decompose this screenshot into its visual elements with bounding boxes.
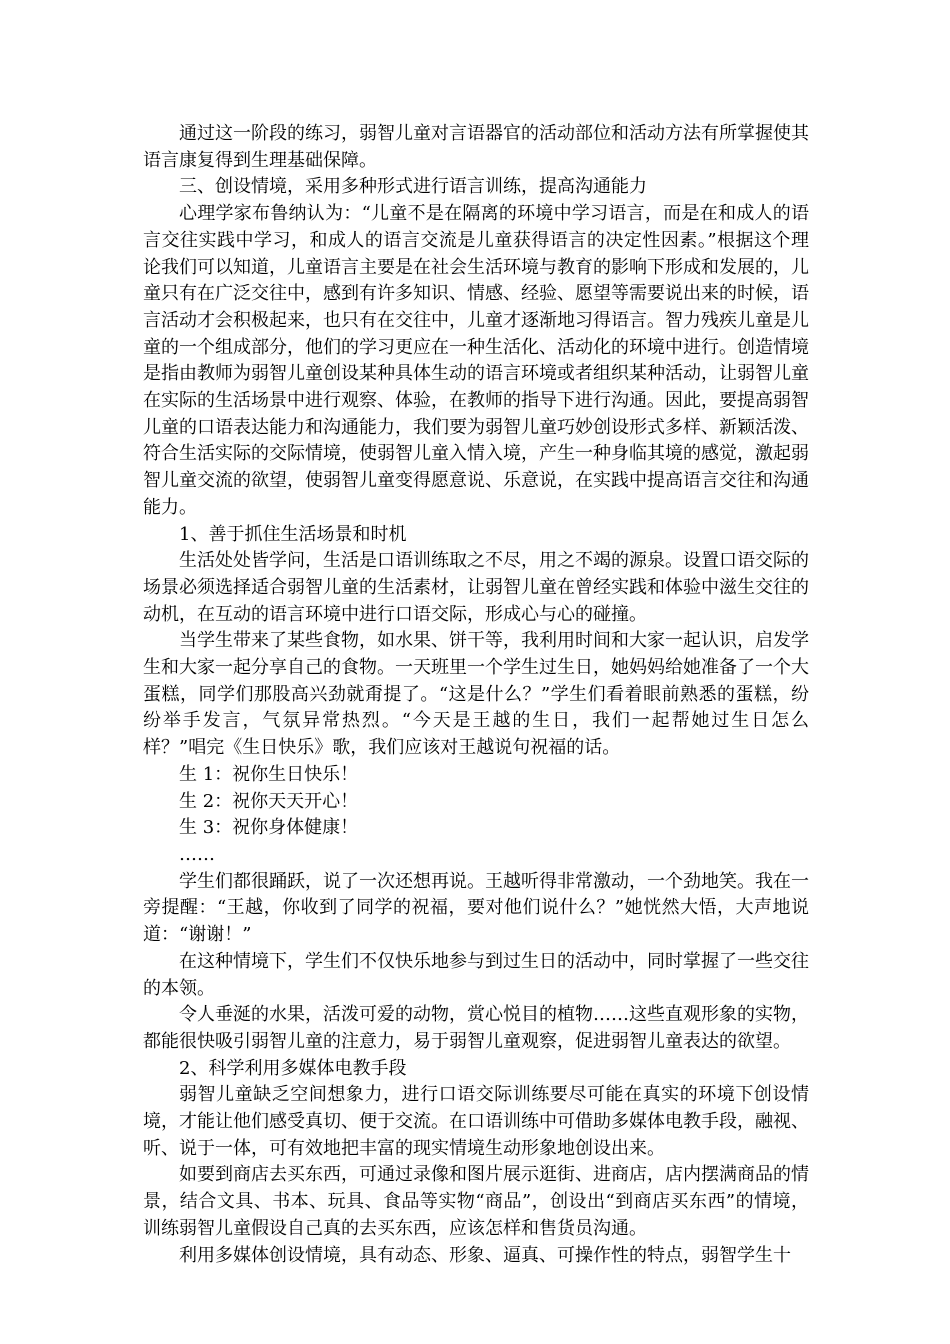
subheading-1: 1、善于抓住生活场景和时机 xyxy=(179,523,407,545)
paragraph-shopping-example: 如要到商店去买东西，可通过录像和图片展示逛街、进商店，店内摆满商品的情景，结合文具、书本、玩具、食品等实物“商品”，创设出“到商店买东西”的情境，训练弱智儿童假设自己真的去买东西，应该怎样和售货员沟通。 xyxy=(143,1164,809,1239)
paragraph-intro: 通过这一阶段的练习，弱智儿童对言语器官的活动部位和活动方法有所掌握使其语言康复得到生理基础保障。 xyxy=(143,123,809,171)
paragraph-student-response: 学生们都很踊跃，说了一次还想再说。王越听得非常激动，一个劲地笑。我在一旁提醒：“王越，你收到了同学的祝福，要对他们说什么？”她恍然大悟，大声地说道：“谢谢！” xyxy=(143,870,809,946)
dialogue-ellipsis: …… xyxy=(179,843,215,865)
dialogue-line-1: 生 1：祝你生日快乐！ xyxy=(179,763,359,785)
dialogue-line-3: 生 3：祝你身体健康！ xyxy=(179,817,359,839)
paragraph-situation-summary: 在这种情境下，学生们不仅快乐地参与到过生日的活动中，同时掌握了一些交往的本领。 xyxy=(143,950,809,999)
section-heading-3: 三、创设情境，采用多种形式进行语言训练，提高沟通能力 xyxy=(179,176,647,198)
paragraph-multimedia: 弱智儿童缺乏空间想象力，进行口语交际训练要尽可能在真实的环境下创设情境，才能让他们感受真切、便于交流。在口语训练中可借助多媒体电教手段，融视、听、说于一体，可有效地把丰富的现实情境生动形象地创设出来。 xyxy=(143,1084,809,1159)
paragraph-birthday-story: 当学生带来了某些食物，如水果、饼干等，我利用时间和大家一起认识，启发学生和大家一起分享自己的食物。一天班里一个学生过生日，她妈妈给她准备了一个大蛋糕，同学们那股高兴劲就甭提了。“这是什么？”学生们看着眼前熟悉的蛋糕，纷纷举手发言，气氛异常热烈。“今天是王越的生日，我们一起帮她过生日怎么样？”唱完《生日快乐》歌，我们应该对王越说句祝福的话。 xyxy=(143,630,809,759)
dialogue-line-2: 生 2：祝你天天开心！ xyxy=(179,790,359,812)
document-page xyxy=(143,121,809,1269)
paragraph-objects: 令人垂涎的水果，活泼可爱的动物，赏心悦目的植物……这些直观形象的实物，都能很快吸引弱智儿童的注意力，易于弱智儿童观察，促进弱智儿童表达的欲望。 xyxy=(143,1004,809,1052)
paragraph-multimedia-features: 利用多媒体创设情境，具有动态、形象、逼真、可操作性的特点，弱智学生十 xyxy=(179,1244,791,1266)
subheading-2: 2、科学利用多媒体电教手段 xyxy=(179,1057,407,1079)
paragraph-life-scenes: 生活处处皆学问，生活是口语训练取之不尽，用之不竭的源泉。设置口语交际的场景必须选择适合弱智儿童的生活素材，让弱智儿童在曾经实践和体验中滋生交往的动机，在互动的语言环境中进行口语交际，形成心与心的碰撞。 xyxy=(143,550,809,625)
paragraph-bruner-theory: 心理学家布鲁纳认为：“儿童不是在隔离的环境中学习语言，而是在和成人的语言交往实践中学习，和成人的语言交流是儿童获得语言的决定性因素。”根据这个理论我们可以知道，儿童语言主要是在社会生活环境与教育的影响下形成和发展的，儿童只有在广泛交往中，感到有许多知识、情感、经验、愿望等需要说出来的时候，语言活动才会积极起来，也只有在交往中，儿童才逐渐地习得语言。智力残疾儿童是儿童的一个组成部分，他们的学习更应在一种生活化、活动化的环境中进行。创造情境是指由教师为弱智儿童创设某种具体生动的语言环境或者组织某种活动，让弱智儿童在实际的生活场景中进行观察、体验，在教师的指导下进行沟通。因此，要提高弱智儿童的口语表达能力和沟通能力，我们要为弱智儿童巧妙创设形式多样、新颖活泼、符合生活实际的交际情境，使弱智儿童入情入境，产生一种身临其境的感觉，激起弱智儿童交流的欲望，使弱智儿童变得愿意说、乐意说，在实践中提高语言交往和沟通能力。 xyxy=(143,203,809,518)
